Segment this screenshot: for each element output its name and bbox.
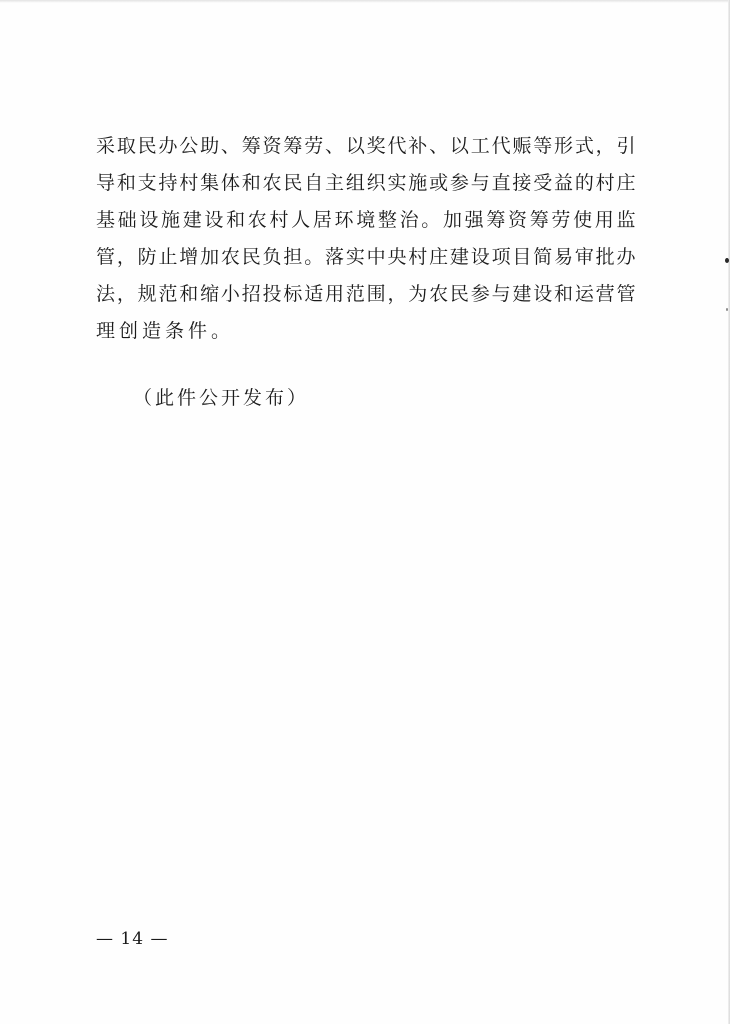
paragraph-line: 导和支持村集体和农民自主组织实施或参与直接受益的村庄 <box>96 172 636 194</box>
release-note: （此件公开发布） <box>133 387 310 409</box>
page-number: — 14 — <box>96 929 169 949</box>
paragraph-line: 采取民办公助、筹资筹劳、以奖代补、以工代赈等形式，引 <box>96 135 636 157</box>
body-paragraph <box>96 128 636 350</box>
scan-speck <box>725 258 729 263</box>
paragraph-line: 管，防止增加农民负担。落实中央村庄建设项目简易审批办 <box>96 246 636 268</box>
paragraph-line: 基础设施建设和农村人居环境整治。加强筹资筹劳使用监 <box>96 209 636 231</box>
scan-top-edge <box>0 0 730 3</box>
paragraph-line: 法，规范和缩小招投标适用范围，为农民参与建设和运营管 <box>96 283 636 305</box>
scan-speck <box>726 308 728 311</box>
paragraph-line: 理创造条件。 <box>96 320 235 342</box>
